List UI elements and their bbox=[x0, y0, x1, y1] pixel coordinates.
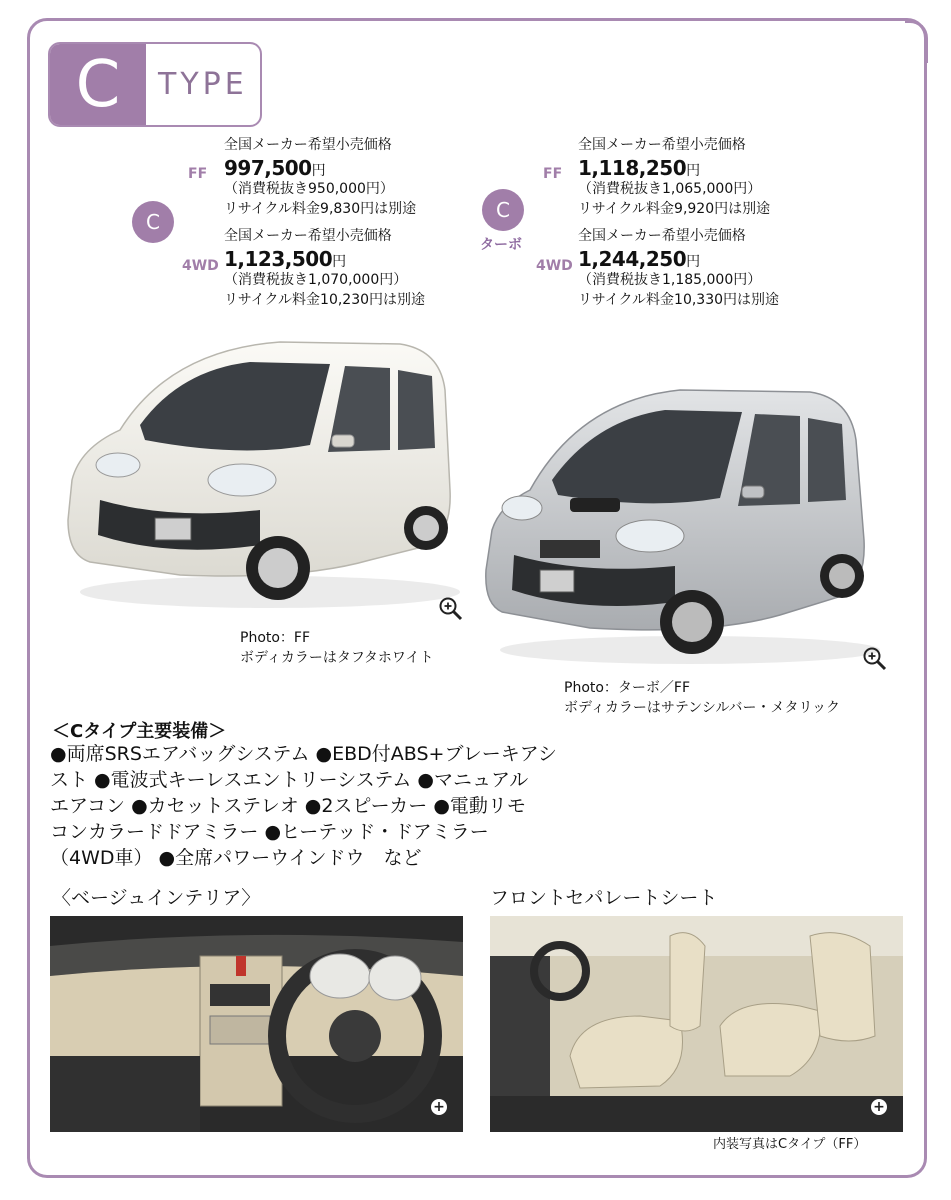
body-color-caption: ボディカラーはタフタホワイト bbox=[240, 650, 434, 666]
4wd-label: 4WD bbox=[536, 258, 573, 274]
grade-c-turbo-circle: C bbox=[482, 189, 524, 231]
equipment-line: エアコン ●カセットステレオ ●2スピーカー ●電動リモ bbox=[50, 795, 526, 817]
frame-tab bbox=[905, 20, 928, 63]
recycle-fee: リサイクル料金10,230円は別途 bbox=[224, 292, 426, 308]
equipment-line: スト ●電波式キーレスエントリーシステム ●マニュアル bbox=[50, 769, 529, 791]
price-heading: 全国メーカー希望小売価格 bbox=[578, 137, 746, 153]
price-value: 1,123,500円 bbox=[224, 247, 346, 271]
body-color-caption: ボディカラーはサテンシルバー・メタリック bbox=[564, 700, 840, 716]
zoom-icon[interactable] bbox=[438, 596, 464, 622]
equipment-line: （4WD車） ●全席パワーウインドウ など bbox=[50, 847, 422, 869]
interior-note: 内装写真はCタイプ（FF） bbox=[713, 1137, 867, 1152]
ff-label: FF bbox=[188, 166, 208, 182]
interior-title: 〈ベージュインテリア〉 bbox=[52, 887, 261, 909]
car-photo-silver[interactable] bbox=[480, 380, 880, 670]
price-value: 1,244,250円 bbox=[578, 247, 700, 271]
photo-caption: Photo：ターボ／FF bbox=[564, 680, 691, 696]
equipment-line: コンカラードドアミラー ●ヒーテッド・ドアミラー bbox=[50, 821, 489, 843]
price-heading: 全国メーカー希望小売価格 bbox=[578, 228, 746, 244]
price-value: 997,500円 bbox=[224, 156, 326, 180]
price-tax-excluded: （消費税抜き950,000円） bbox=[224, 181, 394, 197]
price-heading: 全国メーカー希望小売価格 bbox=[224, 137, 392, 153]
equipment-list bbox=[50, 741, 620, 871]
equipment-line: ●両席SRSエアバッグシステム ●EBD付ABS+ブレーキアシ bbox=[50, 743, 557, 765]
recycle-fee: リサイクル料金10,330円は別途 bbox=[578, 292, 780, 308]
price-heading: 全国メーカー希望小売価格 bbox=[224, 228, 392, 244]
price-tax-excluded: （消費税抜き1,070,000円） bbox=[224, 272, 408, 288]
expand-icon[interactable]: + bbox=[871, 1099, 887, 1115]
type-letter: C bbox=[50, 44, 146, 125]
4wd-label: 4WD bbox=[182, 258, 219, 274]
type-badge bbox=[48, 42, 262, 127]
turbo-label: ターボ bbox=[480, 237, 522, 253]
photo-caption: Photo：FF bbox=[240, 630, 311, 646]
expand-icon[interactable]: + bbox=[431, 1099, 447, 1115]
price-tax-excluded: （消費税抜き1,065,000円） bbox=[578, 181, 762, 197]
ff-label: FF bbox=[543, 166, 563, 182]
car-photo-white[interactable] bbox=[60, 330, 460, 620]
recycle-fee: リサイクル料金9,920円は別途 bbox=[578, 201, 771, 217]
recycle-fee: リサイクル料金9,830円は別途 bbox=[224, 201, 417, 217]
zoom-icon[interactable] bbox=[862, 646, 888, 672]
equipment-title: ＜Cタイプ主要装備＞ bbox=[52, 721, 227, 742]
price-value: 1,118,250円 bbox=[578, 156, 700, 180]
type-word: TYPE bbox=[158, 67, 248, 102]
price-tax-excluded: （消費税抜き1,185,000円） bbox=[578, 272, 762, 288]
seats-title: フロントセパレートシート bbox=[490, 887, 718, 909]
interior-dashboard-photo[interactable] bbox=[50, 916, 463, 1132]
front-seats-photo[interactable] bbox=[490, 916, 903, 1132]
grade-c-circle: C bbox=[132, 201, 174, 243]
